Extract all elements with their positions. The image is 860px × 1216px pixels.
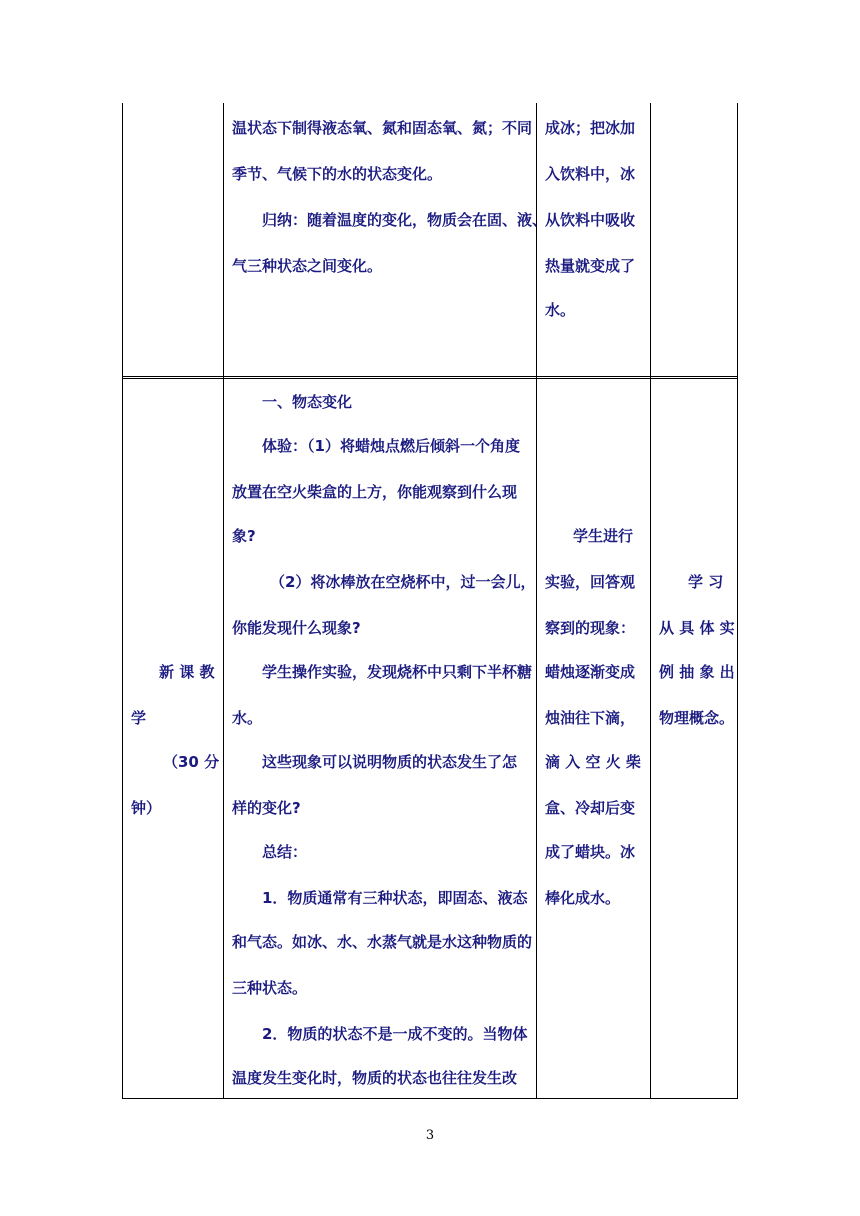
content-line: 温状态下制得液态氧、氮和固态氧、氮；不同 [232,119,533,137]
table-column-divider [536,103,537,1099]
student-line: 实验，回答观 [545,573,636,591]
student-line: 盒、冷却后变 [545,799,636,817]
student-line: 从饮料中吸收 [545,211,636,229]
student-line: 水。 [545,301,576,319]
phase-line: 钟） [131,799,162,817]
student-line: 滴 入 空 火 柴 [545,753,641,771]
content-line: 水。 [232,709,263,727]
table-border-bottom [122,1098,738,1099]
student-line: 烛油往下滴， [545,709,636,727]
student-line: 察到的现象： [545,619,636,637]
intent-line: 例 抽 象 出 [659,663,735,681]
content-line: 象? [232,527,256,545]
content-line: 体验：（1）将蜡烛点燃后倾斜一个角度 [262,437,520,455]
content-line: 归纳：随着温度的变化，物质会在固、液、 [262,211,548,229]
table-border-left [122,103,123,1099]
table-border-right [737,103,738,1099]
student-line: 热量就变成了 [545,257,636,275]
table-row-divider [122,378,738,379]
table-row-divider [122,376,738,377]
intent-line: 从 具 体 实 [659,619,735,637]
content-line: 放置在空火柴盒的上方，你能观察到什么现 [232,483,518,501]
content-line: 温度发生变化时，物质的状态也往往发生改 [232,1069,518,1087]
phase-line: 学 [131,709,147,727]
table-column-divider [650,103,651,1099]
intent-line: 学 习 [688,573,724,591]
content-line: 季节、气候下的水的状态变化。 [232,165,443,183]
content-line: 这些现象可以说明物质的状态发生了怎 [262,753,518,771]
content-line: 学生操作实验，发现烧杯中只剩下半杯糖 [262,663,533,681]
section-heading: 一、物态变化 [262,393,353,411]
content-line: 三种状态。 [232,979,308,997]
content-line: 总结： [262,843,308,861]
student-line: 棒化成水。 [545,889,621,907]
student-line: 成冰；把冰加 [545,119,636,137]
content-line: 样的变化? [232,799,301,817]
student-line: 入饮料中，冰 [545,165,636,183]
content-line: 2．物质的状态不是一成不变的。当物体 [262,1025,528,1043]
table-column-divider [223,103,224,1099]
content-line: （2）将冰棒放在空烧杯中，过一会儿， [270,573,536,591]
content-line: 和气态。如冰、水、水蒸气就是水这种物质的 [232,933,533,951]
intent-line: 物理概念。 [659,709,735,727]
phase-line: 新 课 教 [159,663,215,681]
content-line: 气三种状态之间变化。 [232,257,383,275]
student-line: 学生进行 [573,527,634,545]
student-line: 蜡烛逐渐变成 [545,663,636,681]
content-line: 1．物质通常有三种状态，即固态、液态 [262,889,528,907]
content-line: 你能发现什么现象? [232,619,361,637]
page-number: 3 [425,1128,435,1143]
phase-line: （30 分 [163,753,220,771]
student-line: 成了蜡块。冰 [545,843,636,861]
